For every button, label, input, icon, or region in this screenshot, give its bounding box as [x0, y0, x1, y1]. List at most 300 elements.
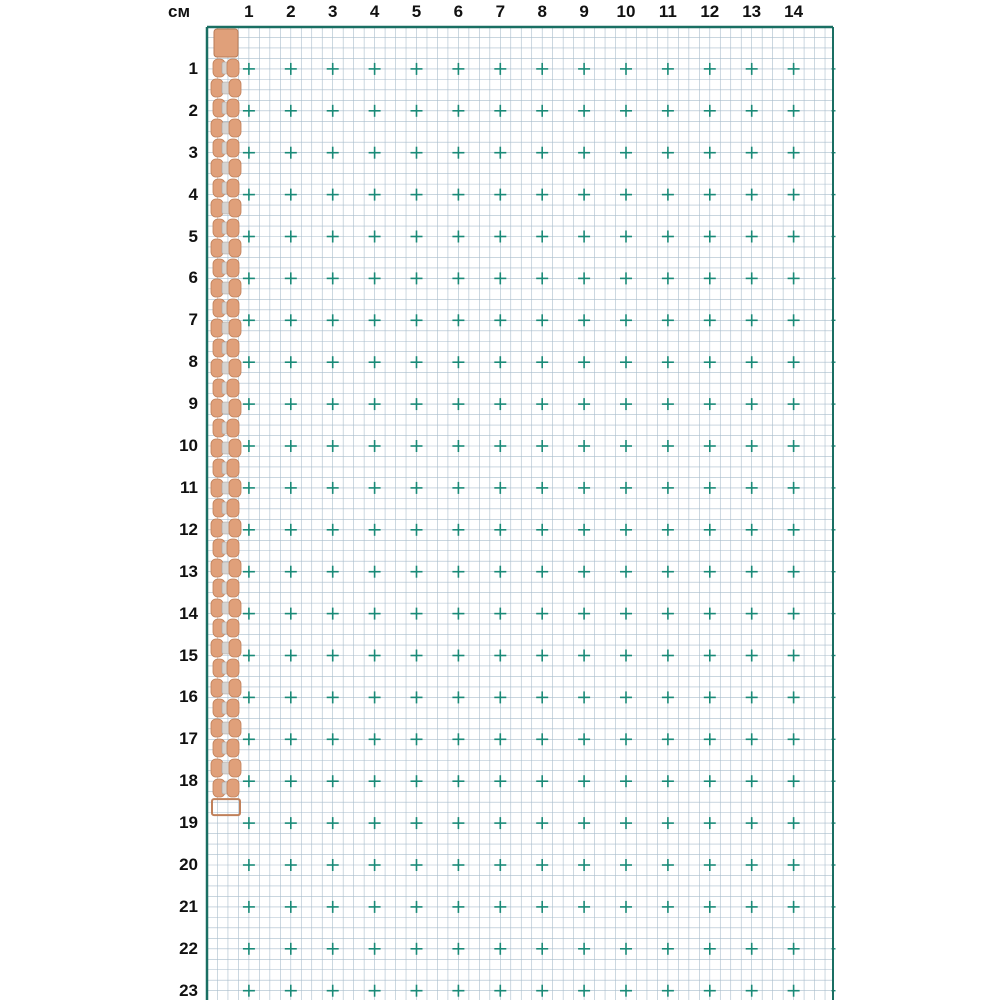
row-label: 21: [179, 896, 198, 916]
grid-cross-marker: [369, 943, 381, 955]
bracelet-link: [211, 239, 223, 257]
grid-cross-marker: [243, 189, 255, 201]
bracelet-link: [227, 379, 239, 397]
bracelet-link: [227, 219, 239, 237]
grid-cross-marker: [620, 147, 632, 159]
grid-cross-marker: [494, 231, 506, 243]
grid-cross-marker: [746, 105, 758, 117]
grid-cross-marker: [620, 189, 632, 201]
column-label: 2: [286, 2, 296, 21]
grid-cross-marker: [704, 147, 716, 159]
grid-cross-marker: [452, 231, 464, 243]
grid-cross-marker: [411, 566, 423, 578]
grid-cross-marker: [285, 524, 297, 536]
row-label: 10: [179, 436, 198, 455]
grid-cross-marker: [369, 524, 381, 536]
grid-cross-marker: [620, 63, 632, 75]
grid-cross-marker: [494, 63, 506, 75]
grid-cross-marker: [788, 440, 800, 452]
grid-cross-marker: [494, 105, 506, 117]
grid-cross-marker: [327, 691, 339, 703]
grid-cross-marker: [620, 943, 632, 955]
bracelet-link: [229, 519, 241, 537]
grid-cross-marker: [662, 231, 674, 243]
grid-cross-marker: [494, 189, 506, 201]
grid-cross-marker: [285, 817, 297, 829]
grid-cross-marker: [704, 231, 716, 243]
bracelet-link: [227, 339, 239, 357]
grid-cross-marker: [494, 398, 506, 410]
grid-cross-marker: [285, 189, 297, 201]
grid-cross-marker: [452, 943, 464, 955]
grid-cross-marker: [746, 817, 758, 829]
grid-cross-marker: [746, 859, 758, 871]
grid-cross-marker: [452, 147, 464, 159]
bracelet-link: [227, 659, 239, 677]
grid-cross-marker: [452, 650, 464, 662]
grid-cross-marker: [411, 859, 423, 871]
grid-cross-marker: [285, 63, 297, 75]
grid-cross-marker: [411, 398, 423, 410]
grid-cross-marker: [578, 691, 590, 703]
grid-cross-marker: [746, 691, 758, 703]
grid-cross-marker: [411, 733, 423, 745]
grid-cross-marker: [327, 398, 339, 410]
grid-cross-marker: [578, 314, 590, 326]
grid-cross-marker: [704, 733, 716, 745]
grid-cross-marker: [578, 105, 590, 117]
grid-cross-marker: [494, 943, 506, 955]
grid-cross-marker: [536, 482, 548, 494]
grid-cross-marker: [788, 650, 800, 662]
grid-cross-marker: [243, 440, 255, 452]
row-label: 20: [179, 855, 198, 874]
bracelet-link: [211, 79, 223, 97]
grid-cross-marker: [494, 524, 506, 536]
grid-cross-marker: [746, 608, 758, 620]
bracelet-link: [211, 639, 223, 657]
grid-cross-marker: [411, 272, 423, 284]
grid-cross-marker: [788, 817, 800, 829]
grid-cross-marker: [285, 147, 297, 159]
column-label: 11: [658, 2, 677, 21]
grid-cross-marker: [411, 231, 423, 243]
grid-cross-marker: [578, 566, 590, 578]
grid-cross-marker: [746, 272, 758, 284]
grid-cross-marker: [452, 356, 464, 368]
grid-cross-marker: [788, 398, 800, 410]
grid-cross-marker: [285, 943, 297, 955]
grid-cross-marker: [788, 105, 800, 117]
grid-cross-marker: [243, 105, 255, 117]
grid-cross-marker: [285, 566, 297, 578]
grid-cross-marker: [536, 733, 548, 745]
grid-cross-marker: [788, 231, 800, 243]
grid-cross-marker: [411, 524, 423, 536]
grid-cross-marker: [452, 608, 464, 620]
grid-cross-marker: [494, 356, 506, 368]
grid-cross-marker: [578, 440, 590, 452]
grid-cross-marker: [243, 901, 255, 913]
grid-cross-marker: [452, 482, 464, 494]
grid-cross-marker: [494, 775, 506, 787]
grid-cross-marker: [662, 440, 674, 452]
grid-cross-marker: [788, 943, 800, 955]
grid-cross-marker: [536, 105, 548, 117]
grid-cross-marker: [494, 985, 506, 997]
grid-cross-marker: [243, 608, 255, 620]
grid-cross-marker: [620, 231, 632, 243]
bracelet-link: [227, 779, 239, 797]
grid-cross-marker: [411, 356, 423, 368]
grid-cross-marker: [327, 524, 339, 536]
grid-cross-marker: [746, 650, 758, 662]
bracelet-link: [211, 719, 223, 737]
grid-cross-marker: [704, 691, 716, 703]
grid-cross-marker: [452, 63, 464, 75]
grid-cross-marker: [746, 189, 758, 201]
grid-cross-marker: [369, 272, 381, 284]
grid-cross-marker: [494, 733, 506, 745]
grid-cross-marker: [662, 482, 674, 494]
grid-cross-marker: [578, 817, 590, 829]
grid-cross-marker: [327, 272, 339, 284]
row-label: 15: [179, 645, 198, 665]
grid-cross-marker: [536, 356, 548, 368]
bracelet-link: [229, 399, 241, 417]
grid-cross-marker: [494, 859, 506, 871]
bracelet-link: [227, 259, 239, 277]
row-label: 14: [179, 603, 198, 623]
bracelet-link: [211, 159, 223, 177]
row-label: 5: [188, 226, 198, 246]
grid-cross-marker: [578, 650, 590, 662]
grid-cross-marker: [662, 901, 674, 913]
grid-cross-marker: [788, 566, 800, 578]
grid-cross-marker: [327, 650, 339, 662]
row-label: 19: [179, 813, 198, 833]
grid-cross-marker: [327, 608, 339, 620]
grid-cross-marker: [704, 817, 716, 829]
grid-cross-marker: [704, 189, 716, 201]
row-label: 18: [179, 771, 198, 791]
grid-cross-marker: [662, 524, 674, 536]
grid-cross-marker: [620, 398, 632, 410]
grid-cross-marker: [620, 356, 632, 368]
grid-cross-marker: [243, 272, 255, 284]
grid-cross-marker: [243, 566, 255, 578]
grid-cross-marker: [704, 901, 716, 913]
grid-cross-marker: [327, 733, 339, 745]
grid-cross-marker: [411, 482, 423, 494]
row-label: 9: [188, 394, 198, 414]
grid-cross-marker: [411, 63, 423, 75]
bracelet-link: [227, 739, 239, 757]
grid-cross-marker: [369, 691, 381, 703]
grid-cross-marker: [704, 608, 716, 620]
grid-cross-marker: [536, 566, 548, 578]
grid-cross-marker: [578, 272, 590, 284]
grid-cross-marker: [411, 147, 423, 159]
grid-cross-marker: [788, 733, 800, 745]
column-label: 12: [700, 2, 720, 21]
grid-cross-marker: [369, 440, 381, 452]
bracelet-link: [229, 719, 241, 737]
grid-cross-marker: [285, 608, 297, 620]
grid-cross-marker: [578, 901, 590, 913]
grid-cross-marker: [746, 63, 758, 75]
bracelet-link: [229, 319, 241, 337]
bracelet-link: [229, 439, 241, 457]
bracelet-link: [229, 599, 241, 617]
grid-cross-marker: [411, 608, 423, 620]
grid-cross-marker: [788, 147, 800, 159]
grid-cross-marker: [578, 775, 590, 787]
grid-cross-marker: [620, 524, 632, 536]
grid-cross-marker: [662, 356, 674, 368]
grid-cross-marker: [746, 356, 758, 368]
grid-cross-marker: [536, 272, 548, 284]
bracelet-link: [211, 319, 223, 337]
grid-cross-marker: [369, 859, 381, 871]
bracelet-clasp-top: [214, 29, 238, 57]
grid-cross-marker: [243, 356, 255, 368]
grid-cross-marker: [536, 189, 548, 201]
grid-cross-marker: [285, 901, 297, 913]
bracelet-link: [229, 679, 241, 697]
grid-cross-marker: [788, 901, 800, 913]
grid-cross-marker: [327, 147, 339, 159]
grid-cross-marker: [243, 859, 255, 871]
bracelet-link: [211, 479, 223, 497]
column-label: 13: [742, 2, 762, 21]
grid-cross-marker: [369, 314, 381, 326]
grid-cross-marker: [243, 650, 255, 662]
grid-cross-marker: [704, 105, 716, 117]
grid-cross-marker: [536, 817, 548, 829]
grid-cross-marker: [369, 147, 381, 159]
grid-cross-marker: [536, 147, 548, 159]
grid-cross-marker: [494, 650, 506, 662]
grid-cross-marker: [452, 105, 464, 117]
grid-cross-marker: [536, 691, 548, 703]
grid-cross-marker: [411, 189, 423, 201]
grid-cross-marker: [704, 943, 716, 955]
grid-cross-marker: [788, 482, 800, 494]
grid-cross-marker: [243, 733, 255, 745]
grid-cross-marker: [578, 608, 590, 620]
grid-cross-marker: [285, 440, 297, 452]
bracelet-link: [211, 599, 223, 617]
grid-cross-marker: [662, 650, 674, 662]
column-label: 8: [537, 2, 547, 21]
grid-cross-marker: [411, 943, 423, 955]
grid-cross-marker: [452, 440, 464, 452]
grid-cross-marker: [746, 566, 758, 578]
grid-cross-marker: [620, 482, 632, 494]
grid-cross-marker: [411, 985, 423, 997]
grid-cross-marker: [578, 482, 590, 494]
grid-cross-marker: [494, 272, 506, 284]
grid-cross-marker: [327, 901, 339, 913]
grid-cross-marker: [704, 650, 716, 662]
grid-cross-marker: [452, 566, 464, 578]
grid-cross-marker: [452, 189, 464, 201]
grid-cross-marker: [411, 440, 423, 452]
grid-cross-marker: [494, 440, 506, 452]
grid-cross-marker: [369, 482, 381, 494]
grid-cross-marker: [578, 356, 590, 368]
grid-cross-marker: [662, 859, 674, 871]
grid-cross-marker: [285, 775, 297, 787]
grid-cross-marker: [620, 566, 632, 578]
grid-cross-marker: [578, 231, 590, 243]
grid-cross-marker: [327, 231, 339, 243]
grid-cross-marker: [369, 608, 381, 620]
grid-cross-marker: [369, 650, 381, 662]
grid-cross-marker: [536, 985, 548, 997]
grid-cross-marker: [411, 901, 423, 913]
grid-cross-marker: [620, 775, 632, 787]
grid-cross-marker: [662, 608, 674, 620]
grid-cross-marker: [243, 943, 255, 955]
grid-cross-marker: [536, 440, 548, 452]
column-label: 10: [616, 2, 636, 21]
grid-cross-marker: [662, 985, 674, 997]
bracelet-link: [229, 639, 241, 657]
row-label: 4: [188, 184, 198, 204]
bracelet-link: [211, 279, 223, 297]
grid-cross-marker: [243, 985, 255, 997]
row-label: 8: [188, 352, 198, 372]
grid-cross-marker: [452, 272, 464, 284]
grid-cross-marker: [578, 189, 590, 201]
grid-cross-marker: [704, 482, 716, 494]
grid-cross-marker: [536, 650, 548, 662]
grid-cross-marker: [452, 314, 464, 326]
grid-cross-marker: [369, 985, 381, 997]
grid-cross-marker: [285, 356, 297, 368]
bracelet-link: [227, 499, 239, 517]
grid-cross-marker: [243, 691, 255, 703]
grid-cross-marker: [662, 189, 674, 201]
grid-cross-marker: [494, 817, 506, 829]
grid-cross-marker: [411, 650, 423, 662]
grid-cross-marker: [243, 775, 255, 787]
grid-cross-marker: [452, 775, 464, 787]
column-label: 1: [244, 2, 254, 21]
grid-cross-marker: [285, 985, 297, 997]
grid-cross-marker: [369, 105, 381, 117]
grid-cross-marker: [788, 608, 800, 620]
bracelet-link: [227, 99, 239, 117]
grid-cross-marker: [536, 859, 548, 871]
grid-cross-marker: [411, 775, 423, 787]
grid-cross-marker: [620, 650, 632, 662]
grid-cross-marker: [662, 147, 674, 159]
grid-cross-marker: [452, 817, 464, 829]
grid-cross-marker: [494, 314, 506, 326]
bracelet-link: [227, 419, 239, 437]
grid-cross-marker: [494, 901, 506, 913]
grid-cross-marker: [578, 985, 590, 997]
grid-cross-marker: [369, 63, 381, 75]
grid-cross-marker: [578, 398, 590, 410]
grid-cross-marker: [369, 398, 381, 410]
grid-cross-marker: [452, 859, 464, 871]
grid-cross-marker: [285, 314, 297, 326]
grid-cross-marker: [327, 314, 339, 326]
grid-cross-marker: [578, 859, 590, 871]
grid-cross-marker: [452, 398, 464, 410]
grid-cross-marker: [788, 775, 800, 787]
grid-cross-marker: [578, 147, 590, 159]
bracelet-link: [211, 399, 223, 417]
column-label: 7: [495, 2, 506, 21]
grid-cross-marker: [620, 901, 632, 913]
bracelet-link: [227, 299, 239, 317]
grid-cross-marker: [536, 608, 548, 620]
grid-cross-marker: [662, 105, 674, 117]
bracelet-link: [229, 79, 241, 97]
grid-cross-marker: [536, 943, 548, 955]
row-label: 12: [179, 519, 198, 539]
row-label: 16: [179, 687, 198, 707]
row-label: 6: [188, 268, 198, 288]
grid-cross-marker: [327, 859, 339, 871]
grid-cross-marker: [327, 566, 339, 578]
row-label: 2: [188, 100, 198, 120]
grid-cross-marker: [536, 901, 548, 913]
grid-cross-marker: [285, 231, 297, 243]
bracelet-link: [227, 619, 239, 637]
grid-cross-marker: [662, 398, 674, 410]
grid-cross-marker: [662, 63, 674, 75]
grid-cross-marker: [620, 440, 632, 452]
grid-cross-marker: [788, 189, 800, 201]
grid-cross-marker: [788, 314, 800, 326]
bracelet-link: [211, 519, 223, 537]
grid-cross-marker: [704, 985, 716, 997]
grid-cross-marker: [704, 63, 716, 75]
grid-cross-marker: [788, 524, 800, 536]
grid-cross-marker: [369, 566, 381, 578]
grid-cross-marker: [746, 943, 758, 955]
grid-cross-marker: [243, 817, 255, 829]
bracelet-link: [229, 359, 241, 377]
column-label: 3: [327, 2, 338, 21]
grid-cross-marker: [620, 691, 632, 703]
row-label: 3: [188, 142, 198, 162]
grid-cross-marker: [452, 733, 464, 745]
grid-cross-marker: [662, 733, 674, 745]
grid-cross-marker: [369, 775, 381, 787]
grid-cross-marker: [327, 63, 339, 75]
grid-cross-marker: [662, 691, 674, 703]
grid-cross-marker: [494, 147, 506, 159]
grid-cross-marker: [788, 63, 800, 75]
grid-cross-marker: [620, 608, 632, 620]
bracelet-link: [229, 119, 241, 137]
bracelet-link: [211, 359, 223, 377]
grid-cross-marker: [746, 314, 758, 326]
grid-cross-marker: [578, 63, 590, 75]
bracelet-link: [211, 759, 223, 777]
bracelet-link: [227, 459, 239, 477]
bracelet-link: [211, 679, 223, 697]
bracelet-link: [211, 119, 223, 137]
grid-cross-marker: [536, 231, 548, 243]
